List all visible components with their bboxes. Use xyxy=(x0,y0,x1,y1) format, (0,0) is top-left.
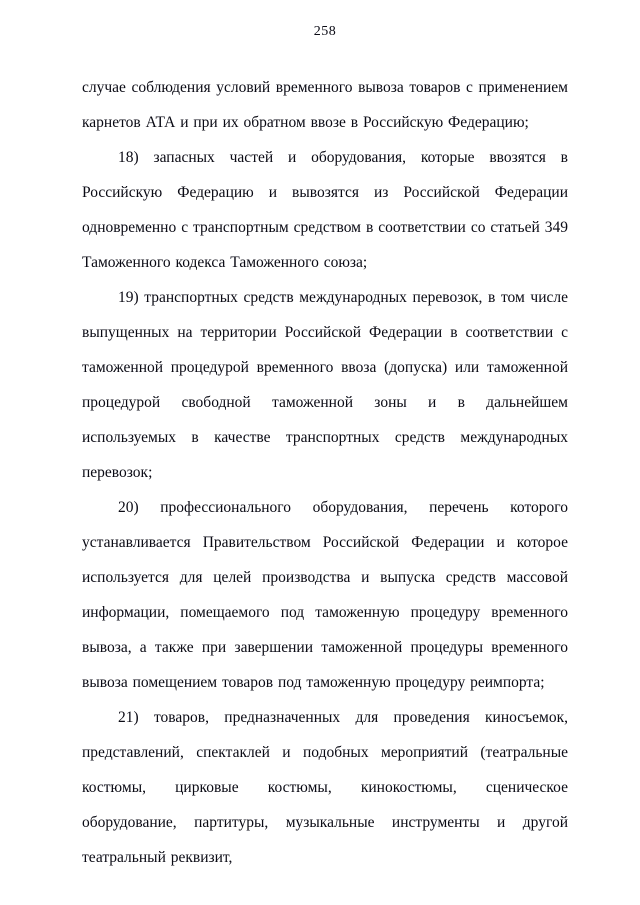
page-number: 258 xyxy=(313,24,337,39)
paragraph-item-18: 18) запасных частей и оборудования, которые ввозятся в Российскую Федерацию и вывозятся из Российской Федерации одновременно с транспортным средством в соответствии со статьей 349 Таможенного кодекса Таможенного союза; xyxy=(82,149,568,271)
paragraph-continuation: случае соблюдения условий временного вывоза товаров с применением карнетов АТА и при их обратном ввозе в Российскую Федерацию; xyxy=(82,79,568,131)
paragraph-item-21: 21) товаров, предназначенных для проведения киносъемок, представлений, спектаклей и подобных мероприятий (театральные костюмы, цирковые костюмы, кинокостюмы, сценическое оборудование, партитуры, музыкальные инструменты и другой театральный реквизит, xyxy=(82,709,568,866)
paragraph-item-19: 19) транспортных средств международных перевозок, в том числе выпущенных на территории Российской Федерации в соответствии с таможенной процедурой временного ввоза (допуска) или таможенной процедурой свободной таможенной зоны и в дальнейшем используемых в качестве транспортных средств международных перевозок; xyxy=(82,289,568,481)
document-body xyxy=(82,70,568,875)
paragraph-item-20: 20) профессионального оборудования, перечень которого устанавливается Правительством Российской Федерации и которое используется для целей производства и выпуска средств массовой информации, помещаемого под таможенную процедуру временного вывоза, а также при завершении таможенной процедуры временного вывоза помещением товаров под таможенную процедуру реимпорта; xyxy=(82,499,568,691)
